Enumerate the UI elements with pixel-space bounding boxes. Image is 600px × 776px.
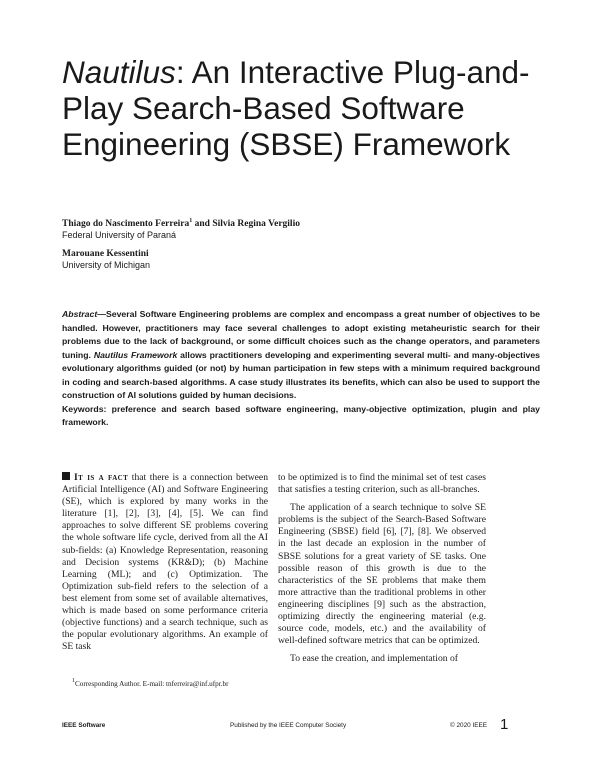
left-column — [62, 472, 268, 653]
left-paragraph-1 — [62, 472, 268, 653]
footer-journal: IEEE Software — [62, 722, 106, 729]
footnote-text: Corresponding Author. E-mail: tnferreira@inf.ufpr.br — [75, 680, 229, 688]
author-name-2: Marouane Kessentini — [62, 249, 149, 259]
paper-title — [62, 54, 542, 162]
author-footnote-mark: 1 — [189, 218, 193, 224]
keywords-text: preference and search based software engineering, many-objective optimization, plugin and play framework. — [62, 403, 540, 427]
right-paragraph-2: To ease the creation, and implementation of — [290, 653, 458, 665]
footer-copyright: © 2020 IEEE — [450, 722, 488, 729]
footnote — [72, 680, 229, 688]
author-name-1: Thiago do Nascimento Ferreira — [62, 219, 190, 229]
author-block-1 — [62, 219, 300, 240]
lead-in: It is a fact — [74, 472, 129, 483]
page-number: 1 — [500, 716, 509, 733]
affiliation-1: Federal University of Paraná — [62, 230, 177, 240]
keywords-label: Keywords: — [62, 403, 107, 414]
section-start-square-icon — [62, 472, 70, 480]
abstract-text-2: allows practitioners developing and experimenting several multi- and many-objectives evolutionary algorithms guided (or not) by human participation in few steps with a minimum required background in coding and search-based algorithms. A case study illustrates its benefits, which can also be used to support the construction of AI solutions guided by human decisions. — [62, 349, 540, 400]
abstract — [62, 308, 540, 430]
framework-name: Nautilus Framework — [93, 349, 178, 360]
author-line-1 — [62, 219, 300, 229]
footnote-mark: 1 — [72, 678, 75, 684]
author-block-2 — [62, 249, 150, 270]
affiliation-2: University of Michigan — [62, 260, 151, 270]
left-paragraph-text: that there is a connection between Artificial Intelligence (AI) and Software Engineering (SE), which is explored by many works in the literature [1], [2], [3], [4], [5]. We can find approaches to solve different SE problems covering the whole software life cycle, derived from all the AI sub-fields: (a) Knowledge Representation, reasoning and Decision systems (KR&D); (b) Machine Learning (ML); and (c) Optimization. The Optimization sub-field refers to the selection of a best element from some set of available alternatives, which is made based on some performance criteria (objective functions) and a search technique, such as the popular evolutionary algorithms. An example of SE task — [62, 472, 268, 653]
right-paragraph-0: to be optimized is to find the minimal set of test cases that satisfies a testing criterion, such as all-branches. — [278, 472, 486, 496]
title-italic-name: Nautilus — [62, 54, 176, 90]
abstract-label: Abstract — [62, 309, 98, 319]
footer-publisher: Published by the IEEE Computer Society — [230, 722, 347, 729]
right-column — [278, 472, 486, 665]
title-rest: : An Interactive Plug-and-Play Search-Based Software Engineering (SBSE) Framework — [62, 54, 530, 162]
right-paragraph-1: The application of a search technique to solve SE problems is the subject of the Search-Based Software Engineering (SBSE) field [6], [7], [8]. We observed in the last decade an explosion in the number of SBSE solutions for a great variety of SE tasks. One possible reason of this growth is due to the characteristics of the SE problems that make them more attractive than the traditional problems in other engineering disciplines [9] such as the abstraction, optimizing directly the engineering material (e.g. source code, models, etc.) and the availability of well-defined software metrics that can be optimized. — [278, 502, 486, 647]
author-joiner: and Silvia Regina Vergilio — [192, 219, 300, 229]
abstract-text-1: —Several Software Engineering problems are complex and encompass a great number of objectives to be handled. However, practitioners may face several challenges to adopt existing metaheuristic search for their problems due to the lack of background, or some difficult choices such as the change operators, and parameters tuning. — [62, 309, 540, 360]
